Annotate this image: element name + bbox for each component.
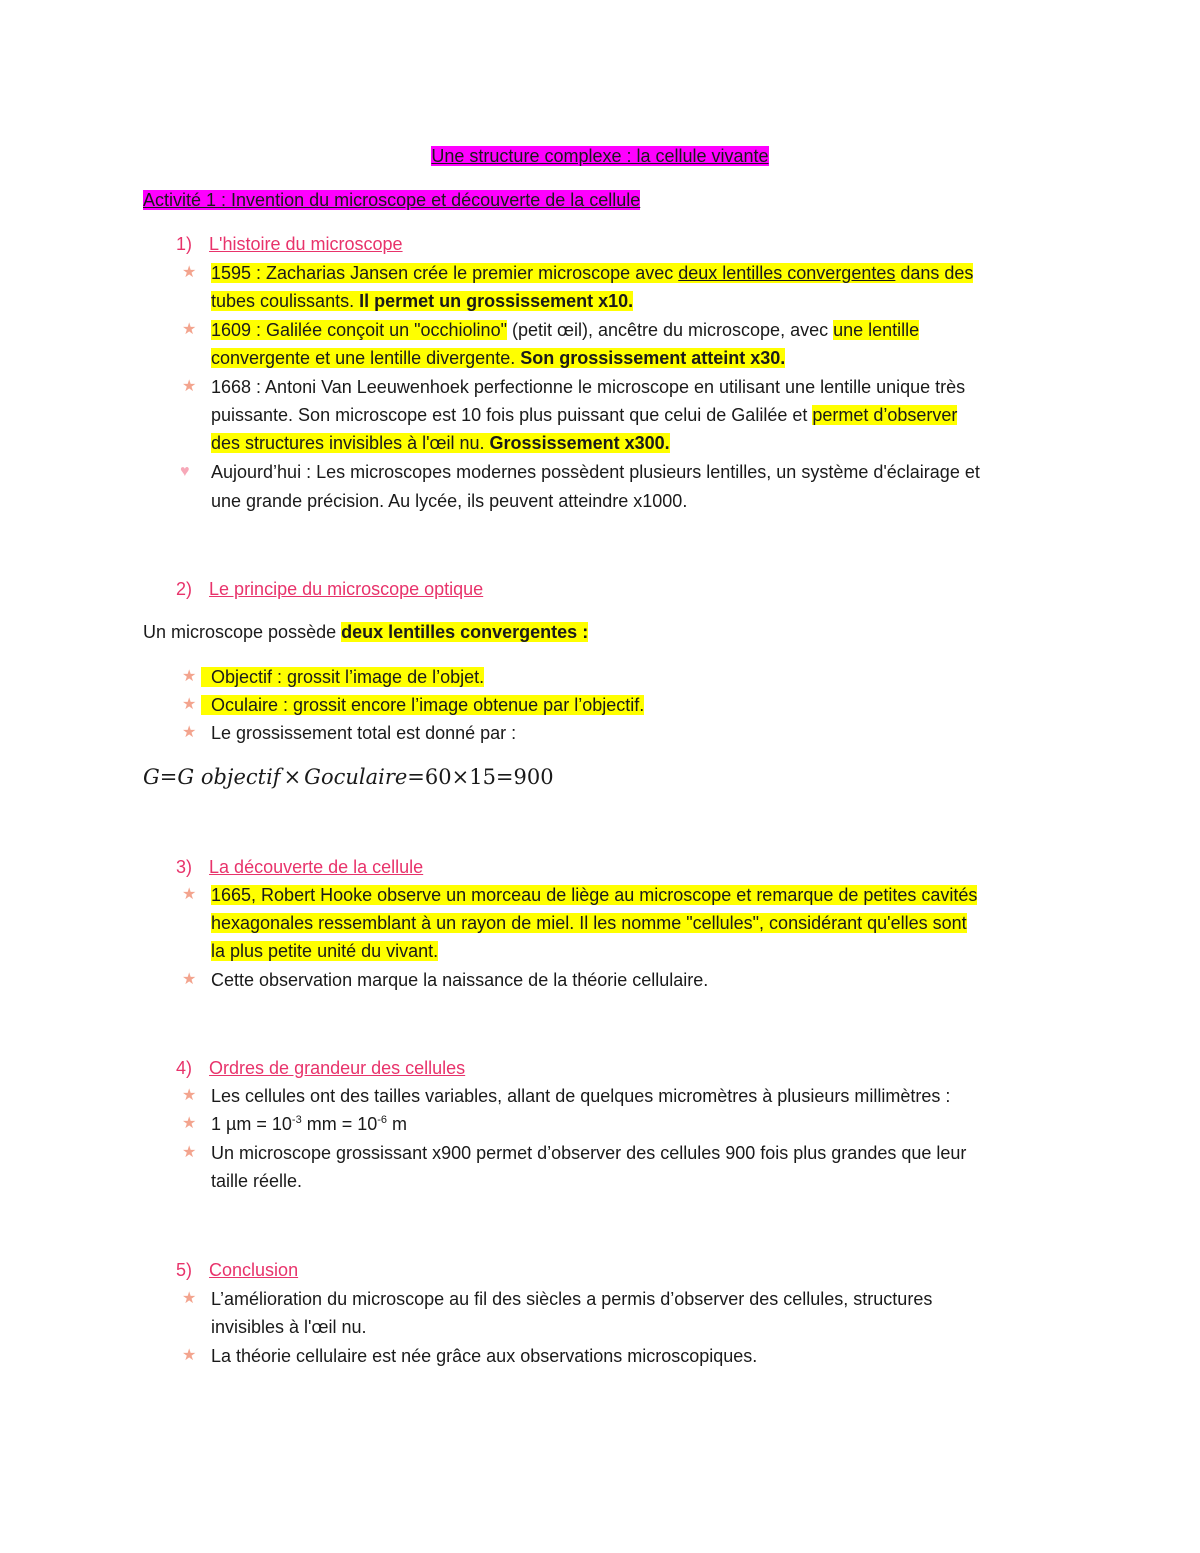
list-item: Cette observation marque la naissance de la théorie cellulaire. [211, 970, 709, 990]
list-item: 1595 : Zacharias Jansen crée le premier microscope avec deux lentilles convergentes dans des [211, 263, 974, 283]
star-icon: ★ [182, 264, 197, 281]
magnification-formula: G=G objectif × Goculaire=60×15=900 [143, 765, 554, 789]
list-item: Oculaire : grossit encore l’image obtenue par l’objectif. [201, 692, 644, 718]
page-title: Une structure complexe : la cellule vivante [431, 146, 769, 166]
list-item-continuation: la plus petite unité du vivant. [211, 941, 439, 961]
list-item: L’amélioration du microscope au fil des siècles a permis d’observer des cellules, structures [211, 1289, 933, 1309]
list-item: 1668 : Antoni Van Leeuwenhoek perfectionne le microscope en utilisant une lentille unique très [211, 377, 966, 397]
star-icon: ★ [182, 1290, 197, 1307]
list-item: Un microscope grossissant x900 permet d’observer des cellules 900 fois plus grandes que leur [211, 1143, 967, 1163]
list-item: Les cellules ont des tailles variables, allant de quelques micromètres à plusieurs millimètres : [211, 1086, 951, 1106]
section-1-heading: 1) L'histoire du microscope [176, 234, 403, 254]
star-icon: ★ [182, 1347, 197, 1364]
star-icon: ★ [182, 668, 197, 685]
list-item-continuation: des structures invisibles à l'œil nu. Grossissement x300. [211, 433, 670, 453]
star-icon: ★ [182, 971, 197, 988]
list-item: La théorie cellulaire est née grâce aux observations microscopiques. [211, 1346, 758, 1366]
list-item-continuation: invisibles à l'œil nu. [211, 1317, 367, 1337]
star-icon: ★ [182, 321, 197, 338]
star-icon: ★ [182, 1115, 197, 1132]
list-item-continuation: convergente et une lentille divergente. Son grossissement atteint x30. [211, 348, 786, 368]
section-2-heading: 2) Le principe du microscope optique [176, 579, 484, 599]
section-4-heading: 4) Ordres de grandeur des cellules [176, 1058, 466, 1078]
list-item: 1665, Robert Hooke observe un morceau de liège au microscope et remarque de petites cavités [211, 885, 978, 905]
list-item-continuation: puissante. Son microscope est 10 fois plus puissant que celui de Galilée et permet d’observer [211, 405, 958, 425]
list-item-continuation: une grande précision. Au lycée, ils peuvent atteindre x1000. [211, 491, 688, 511]
section-2-intro: Un microscope possède deux lentilles convergentes : [143, 622, 589, 642]
section-3-heading: 3) La découverte de la cellule [176, 857, 424, 877]
list-item: Le grossissement total est donné par : [211, 723, 517, 743]
list-item-continuation: hexagonales ressemblant à un rayon de miel. Il les nomme "cellules", considérant qu'elles sont [211, 913, 967, 933]
star-icon: ★ [182, 378, 197, 395]
list-item: Aujourd’hui : Les microscopes modernes possèdent plusieurs lentilles, un système d'éclairage et [211, 462, 980, 482]
activity-title: Activité 1 : Invention du microscope et découverte de la cellule [143, 190, 641, 210]
star-icon: ★ [182, 1087, 197, 1104]
heart-icon: ♥ [180, 463, 190, 480]
star-icon: ★ [182, 724, 197, 741]
list-item: Objectif : grossit l’image de l’objet. [201, 664, 484, 690]
list-item: 1 $\mu m = 10^{-3}$ mm = $10^{-6}$ m [211, 1114, 408, 1134]
list-item-continuation: taille réelle. [211, 1171, 303, 1191]
star-icon: ★ [182, 696, 197, 713]
star-icon: ★ [182, 1144, 197, 1161]
star-icon: ★ [182, 886, 197, 903]
list-item-continuation: tubes coulissants. Il permet un grossissement x10. [211, 291, 634, 311]
list-item: 1609 : Galilée conçoit un "occhiolino" (petit œil), ancêtre du microscope, avec une lentille [211, 320, 920, 340]
section-5-heading: 5) Conclusion [176, 1260, 299, 1280]
